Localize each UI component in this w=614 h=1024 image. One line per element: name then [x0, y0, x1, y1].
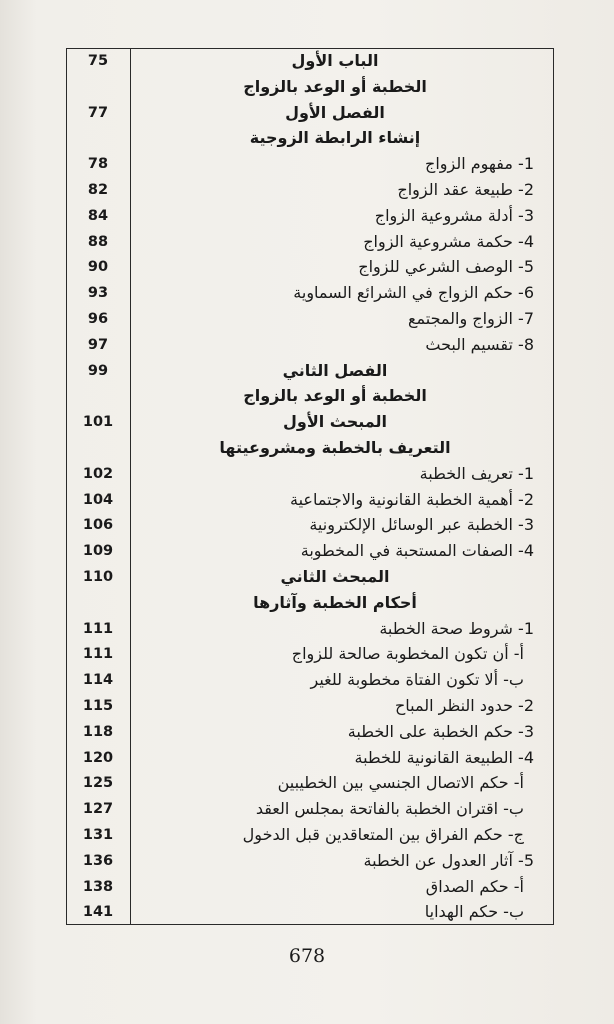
toc-row	[66, 203, 554, 229]
toc-entry: 6- حكم الزواج في الشرائع السماوية	[293, 283, 534, 303]
toc-entry: أ- أن تكون المخطوبة صالحة للزواج	[291, 644, 524, 664]
toc-heading: المبحث الأول	[282, 412, 387, 432]
toc-row	[66, 848, 554, 874]
page-number: 678	[288, 945, 326, 967]
toc-entry: 3- حكم الخطبة على الخطبة	[347, 721, 534, 741]
toc-heading: الباب الأول	[291, 51, 379, 70]
toc-page-number: 125	[82, 775, 114, 792]
toc-page-number: 120	[82, 749, 114, 766]
toc-heading: الخطبة أو الوعد بالزواج	[243, 386, 427, 406]
toc-entry: 2- طبيعة عقد الزواج	[397, 180, 534, 199]
toc-entry: ب- اقتران الخطبة بالفاتحة بمجلس العقد	[255, 799, 524, 819]
toc-page-number: 131	[82, 827, 114, 843]
toc-row	[66, 796, 554, 822]
toc-entry: 2- أهمية الخطبة القانونية والاجتماعية	[290, 489, 534, 509]
toc-entry: 1- شروط صحة الخطبة	[379, 618, 534, 638]
toc-row	[66, 590, 554, 616]
toc-entry: أ- حكم الاتصال الجنسي بين الخطيبين	[277, 773, 524, 793]
toc-page-number: 104	[82, 491, 114, 508]
toc-heading: الفصل الأول	[285, 102, 385, 122]
toc-row	[66, 641, 554, 667]
toc-page-number: 99	[87, 362, 109, 379]
toc-page-number: 82	[87, 182, 109, 198]
toc-row	[66, 616, 554, 642]
toc-page-number: 88	[87, 233, 109, 250]
toc-row	[66, 332, 554, 358]
toc-entry: ب- ألا تكون الفتاة مخطوبة للغير	[310, 670, 524, 690]
toc-row	[66, 899, 554, 925]
toc-page-number: 114	[82, 672, 114, 689]
toc-page-number: 96	[87, 311, 109, 327]
toc-row	[66, 306, 554, 332]
toc-row	[66, 358, 554, 384]
toc-page-number: 111	[82, 620, 114, 637]
toc-row	[66, 435, 554, 461]
toc-row	[66, 770, 554, 796]
toc-entry: 2- حدود النظر المباح	[394, 696, 534, 715]
toc-row	[66, 874, 554, 900]
toc-entry: 3- الخطبة عبر الوسائل الإلكترونية	[309, 515, 534, 535]
toc-entry: 1- تعريف الخطبة	[419, 463, 534, 483]
toc-row	[66, 487, 554, 513]
toc-page-number: 141	[82, 904, 114, 921]
toc-page-number: 118	[82, 723, 114, 740]
toc-row	[66, 564, 554, 590]
toc-row	[66, 745, 554, 771]
toc-entry: 5- الوصف الشرعي للزواج	[358, 257, 534, 277]
toc-page-number: 110	[82, 569, 114, 585]
toc-page-number: 97	[87, 336, 109, 353]
toc-row	[66, 512, 554, 538]
toc-row	[66, 151, 554, 177]
toc-row	[66, 280, 554, 306]
toc-entry: 5- آثار العدول عن الخطبة	[363, 850, 534, 870]
toc-page-number: 136	[82, 852, 114, 869]
toc-row	[66, 719, 554, 745]
toc-page-number: 77	[87, 104, 109, 121]
toc-row	[66, 693, 554, 719]
toc-entry: 4- الصفات المستحبة في المخطوبة	[300, 541, 534, 561]
toc-heading: الخطبة أو الوعد بالزواج	[243, 76, 427, 96]
toc-row	[66, 538, 554, 564]
toc-row	[66, 74, 554, 100]
toc-page-number: 109	[82, 543, 114, 560]
toc-row	[66, 125, 554, 151]
toc-page-number: 75	[87, 53, 109, 69]
toc-page-number: 106	[82, 517, 114, 534]
toc-heading: المبحث الثاني	[280, 567, 390, 586]
toc-row	[66, 667, 554, 693]
toc-page-number: 93	[87, 285, 109, 302]
toc-row	[66, 48, 554, 74]
toc-row	[66, 100, 554, 126]
toc-entry: 4- الطبيعة القانونية للخطبة	[354, 747, 534, 767]
toc-heading: أحكام الخطبة وآثارها	[253, 592, 417, 612]
toc-row	[66, 383, 554, 409]
toc-row	[66, 254, 554, 280]
toc-page-number: 102	[82, 465, 114, 482]
toc-page-number: 90	[87, 259, 109, 276]
toc-row	[66, 461, 554, 487]
toc-page-number: 115	[82, 698, 114, 714]
toc-row	[66, 409, 554, 435]
toc-heading: إنشاء الرابطة الزوجية	[249, 128, 421, 148]
toc-entry: أ- حكم الصداق	[425, 876, 524, 896]
toc-page-number: 101	[82, 414, 114, 431]
toc-heading: التعريف بالخطبة ومشروعيتها	[219, 438, 451, 457]
toc-heading: الفصل الثاني	[282, 360, 388, 380]
toc-page-number: 138	[82, 878, 114, 895]
toc-page-number: 111	[82, 646, 114, 663]
toc-row	[66, 822, 554, 848]
toc-entry: 7- الزواج والمجتمع	[408, 309, 534, 328]
toc-page-number: 78	[87, 156, 109, 173]
toc-entry: 8- تقسيم البحث	[425, 334, 534, 354]
toc-page-number: 84	[87, 207, 109, 224]
toc-row	[66, 177, 554, 203]
toc-entry: ج- حكم الفراق بين المتعاقدين قبل الدخول	[242, 825, 524, 844]
toc-entry: 3- أدلة مشروعية الزواج	[374, 205, 534, 225]
toc-entry: 4- حكمة مشروعية الزواج	[363, 231, 534, 251]
toc-row	[66, 229, 554, 255]
toc-entry: 1- مفهوم الزواج	[425, 154, 534, 174]
toc-page-number: 127	[82, 801, 114, 818]
toc-entry: ب- حكم الهدايا	[424, 902, 524, 922]
